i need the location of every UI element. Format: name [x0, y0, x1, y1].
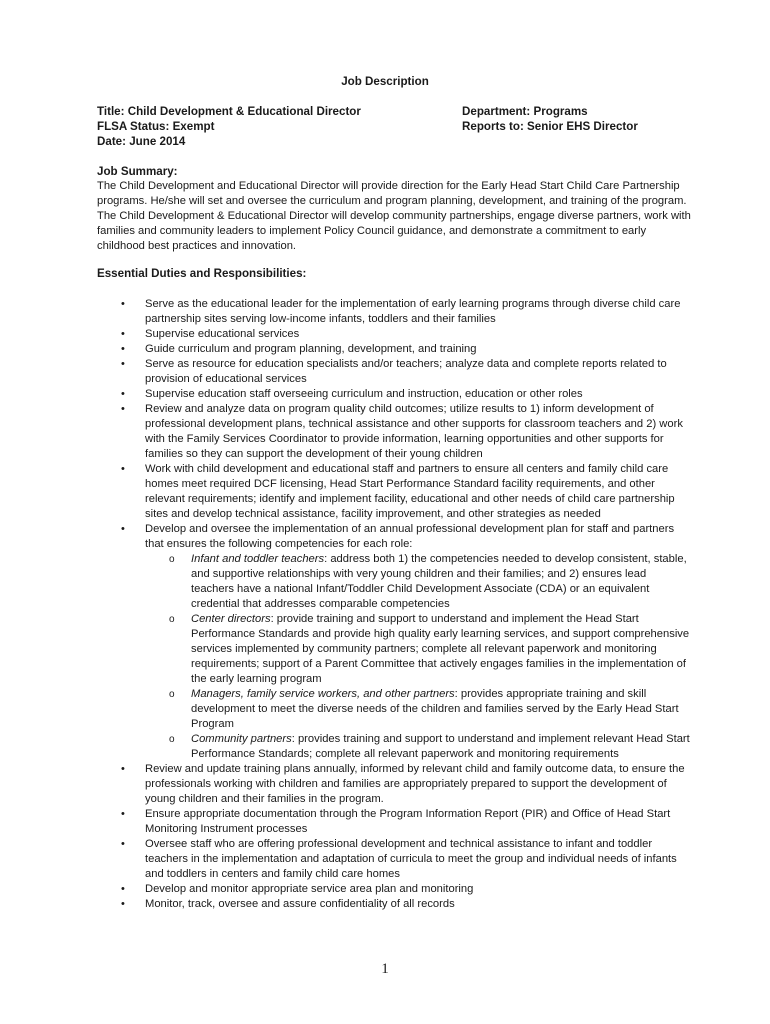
bullet-icon: •: [121, 463, 125, 475]
duty-item: [97, 882, 692, 897]
header-left: [97, 104, 361, 149]
competency-role: Center directors: [191, 613, 271, 625]
duty-text: Work with child development and educational staff and partners to ensure all centers and family child care homes meet required DCF licensing, Head Start Performance Standard facility requirements, and other relevant requirements; identify and implement facility, educational and other needs of child care partnership sites and develop technical assistance, facility improvement, and other strategies as needed: [145, 463, 675, 520]
duty-item: [97, 402, 692, 462]
bullet-icon: •: [121, 523, 125, 535]
flsa-status: FLSA Status: Exempt: [97, 120, 215, 133]
duty-item: [97, 387, 692, 402]
duty-text: Ensure appropriate documentation through the Program Information Report (PIR) and Office of Head Start Monitoring Instrument processes: [145, 808, 671, 835]
reports-to: Reports to: Senior EHS Director: [462, 120, 638, 133]
competency-item: [145, 552, 692, 612]
duty-text: Serve as resource for education specialists and/or teachers; analyze data and complete reports related to provision of educational services: [145, 358, 667, 385]
date: Date: June 2014: [97, 135, 186, 148]
job-title: Title: Child Development & Educational Director: [97, 105, 361, 118]
duty-text: Supervise education staff overseeing curriculum and instruction, education or other roles: [145, 388, 583, 400]
duty-item: [97, 297, 692, 327]
duty-text: Serve as the educational leader for the implementation of early learning programs through diverse child care partnership sites serving low-income infants, toddlers and their families: [145, 298, 681, 325]
sub-bullet-icon: o: [169, 734, 175, 745]
job-summary-text: [97, 179, 692, 254]
summary-role: Child Development and Educational Director: [119, 180, 340, 192]
document-title: Job Description: [341, 75, 429, 88]
competency-role: Community partners: [191, 733, 292, 745]
bullet-icon: •: [121, 883, 125, 895]
bullet-icon: •: [121, 403, 125, 415]
duty-item: [97, 342, 692, 357]
bullet-icon: •: [121, 838, 125, 850]
bullet-icon: •: [121, 358, 125, 370]
department: Department: Programs: [462, 105, 588, 118]
duty-item: [97, 357, 692, 387]
duty-item: [97, 897, 692, 912]
competencies-list: [145, 552, 692, 762]
competency-text: : provide training and support to understand and implement the Head Start Performance Standards and provide high quality early learning services, and support comprehensive services implemented by community partners; complete all relevant paperwork and monitoring requirements; support of a Parent Committee that actively engages families in the implementation of the early learning program: [191, 613, 690, 685]
competency-role: Managers, family service workers, and other partners: [191, 688, 455, 700]
job-summary: [97, 164, 692, 254]
competency-text: : address both 1) the competencies needed to develop consistent, stable, and supportive relationships with very young children and their families; and 2) ensures lead teachers have a national Infant/Toddler Child Development Associate (CDA) or an equivalent credential that addresses comparable competencies: [191, 553, 687, 610]
bullet-icon: •: [121, 808, 125, 820]
duty-text: Review and update training plans annually, informed by relevant child and family outcome data, to ensure the professionals working with children and families are appropriately prepared to support the development of young children and their families in the program.: [145, 763, 685, 805]
competency-item: [145, 687, 692, 732]
duty-item: [97, 327, 692, 342]
bullet-icon: •: [121, 763, 125, 775]
competency-role: Infant and toddler teachers: [191, 553, 325, 565]
duties-list: [97, 297, 692, 912]
summary-prefix: The: [97, 180, 120, 192]
duty-item: [97, 837, 692, 882]
header-right: [462, 104, 638, 134]
sub-bullet-icon: o: [169, 554, 175, 565]
bullet-icon: •: [121, 343, 125, 355]
summary-body: will provide direction for the Early Head Start Child Care Partnership programs. He/she will set and oversee the curriculum and program planning, development, and training of the program. The Child Development & Educational Director will develop community partnerships, engage diverse partners, work with families and community leaders to implement Policy Council guidance, and demonstrate a commitment to early childhood best practices and innovation.: [97, 180, 691, 252]
duty-item: [97, 522, 692, 762]
competency-text: : provides training and support to understand and implement relevant Head Start Performance Standards; complete all relevant paperwork and monitoring requirements: [191, 733, 690, 760]
duty-text: Review and analyze data on program quality child outcomes; utilize results to 1) inform development of professional development plans, technical assistance and other supports for classroom teachers and 2) work with the Family Services Coordinator to provide information, learning opportunities and other supports for families so they can support the development of their young children: [145, 403, 683, 460]
duty-text: Develop and oversee the implementation of an annual professional development plan for staff and partners that ensures the following competencies for each role:: [145, 523, 675, 550]
duty-text: Oversee staff who are offering professional development and technical assistance to infant and toddler teachers in the implementation and adaptation of curricula to meet the group and individual needs of infants and toddlers in centers and family child care homes: [145, 838, 677, 880]
duty-item: [97, 462, 692, 522]
duty-text: Develop and monitor appropriate service area plan and monitoring: [145, 883, 474, 895]
competency-item: [145, 612, 692, 687]
bullet-icon: •: [121, 388, 125, 400]
duty-item: [97, 762, 692, 807]
duty-item: [97, 807, 692, 837]
duties-heading: Essential Duties and Responsibilities:: [97, 267, 307, 280]
bullet-icon: •: [121, 298, 125, 310]
duty-text: Supervise educational services: [145, 328, 300, 340]
sub-bullet-icon: o: [169, 614, 175, 625]
competency-item: [145, 732, 692, 762]
duty-text: Monitor, track, oversee and assure confidentiality of all records: [145, 898, 455, 910]
sub-bullet-icon: o: [169, 689, 175, 700]
job-summary-heading: Job Summary:: [97, 165, 178, 178]
page-number: 1: [381, 961, 389, 977]
duty-text: Guide curriculum and program planning, development, and training: [145, 343, 477, 355]
bullet-icon: •: [121, 898, 125, 910]
competency-text: : provides appropriate training and skill development to meet the diverse needs of the children and families served by the Early Head Start Program: [191, 688, 679, 730]
bullet-icon: •: [121, 328, 125, 340]
